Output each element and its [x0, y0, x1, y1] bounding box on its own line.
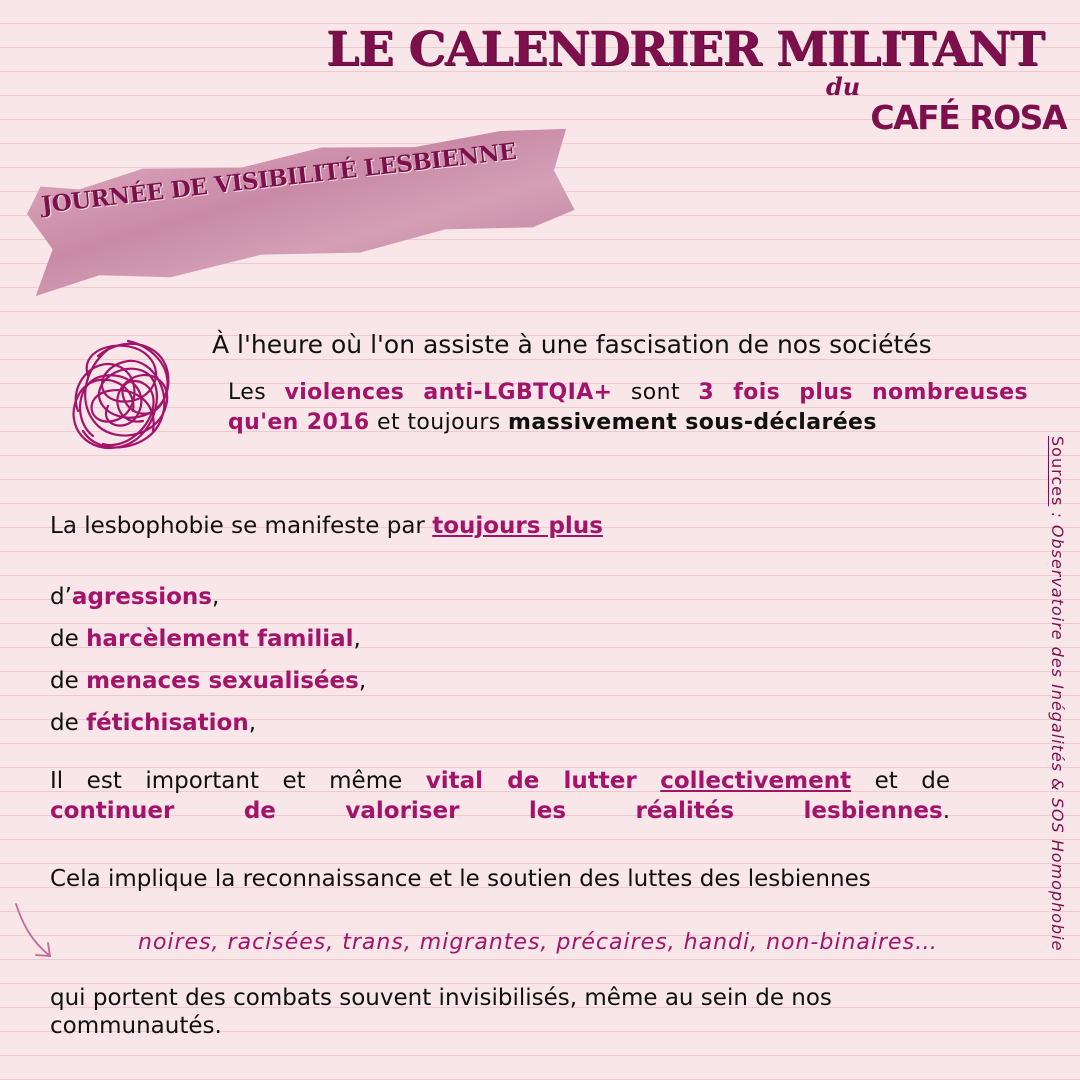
text-sont: sont — [612, 380, 699, 405]
vital-text-2: et de — [851, 768, 950, 794]
highlight-collectivement: collectivement — [660, 768, 852, 794]
highlight-valoriser: continuer de valoriser les réalités lesbiennes — [50, 798, 943, 824]
list-prefix: de — [50, 710, 87, 736]
vital-last-line — [50, 796, 950, 826]
vital-space — [637, 768, 661, 794]
intro-line: À l'heure où l'on assiste à une fascisation de nos sociétés — [212, 330, 932, 359]
violences-statement — [228, 378, 1028, 438]
arrow-down-right-icon — [12, 900, 58, 964]
list-suffix: , — [353, 626, 361, 652]
list-prefix: de — [50, 626, 87, 652]
list-item — [50, 576, 366, 618]
list-item — [50, 660, 366, 702]
vital-period: . — [942, 798, 950, 824]
page-title: LE CALENDRIER MILITANT — [326, 22, 1044, 77]
groups-list: noires, racisées, trans, migrantes, précaires, handi, non-binaires… — [138, 930, 939, 955]
cela-paragraph: Cela implique la reconnaissance et le soutien des luttes des lesbiennes — [50, 866, 871, 892]
list-prefix: d’ — [50, 584, 72, 610]
toujours-plus-link: toujours plus — [432, 513, 603, 539]
list-prefix: de — [50, 668, 87, 694]
list-suffix: , — [211, 584, 220, 610]
list-item — [50, 702, 366, 744]
highlight-violences: violences anti-LGBTQIA+ — [284, 380, 613, 405]
text-les: Les — [228, 380, 285, 405]
lesbophobie-text: La lesbophobie se manifeste par — [50, 513, 433, 539]
vital-text-1: Il est important et même — [50, 768, 426, 794]
closing-paragraph: qui portent des combats souvent invisibilisés, même au sein de nos communautés. — [50, 985, 832, 1039]
sources-label: Sources — [1048, 436, 1067, 507]
sources-note — [1048, 436, 1067, 951]
highlight-3-fois: 3 fois plus nombreuses qu'en 2016 — [228, 380, 1028, 435]
list-item — [50, 618, 366, 660]
list-term: harcèlement familial — [86, 626, 354, 652]
sources-value: : Observatoire des Inégalités & SOS Homophobie — [1048, 506, 1067, 952]
title-du: du — [826, 72, 861, 101]
vital-paragraph — [50, 766, 950, 826]
list-suffix: , — [248, 710, 257, 736]
list-term: agressions — [71, 584, 212, 610]
list-suffix: , — [358, 668, 367, 694]
brand-name: CAFÉ ROSA — [870, 98, 1066, 137]
list-term: menaces sexualisées — [86, 668, 359, 694]
list-term: fétichisation — [86, 710, 249, 736]
tape-label: JOURNÉE DE VISIBILITÉ LESBIENNE — [40, 137, 518, 219]
aggression-list — [50, 576, 366, 744]
text-et-toujours: et toujours — [369, 410, 509, 435]
bold-massivement: massivement sous-déclarées — [508, 410, 877, 435]
lesbophobie-paragraph — [50, 513, 603, 539]
scribble-icon — [58, 326, 188, 466]
highlight-vital: vital de lutter — [425, 768, 637, 794]
